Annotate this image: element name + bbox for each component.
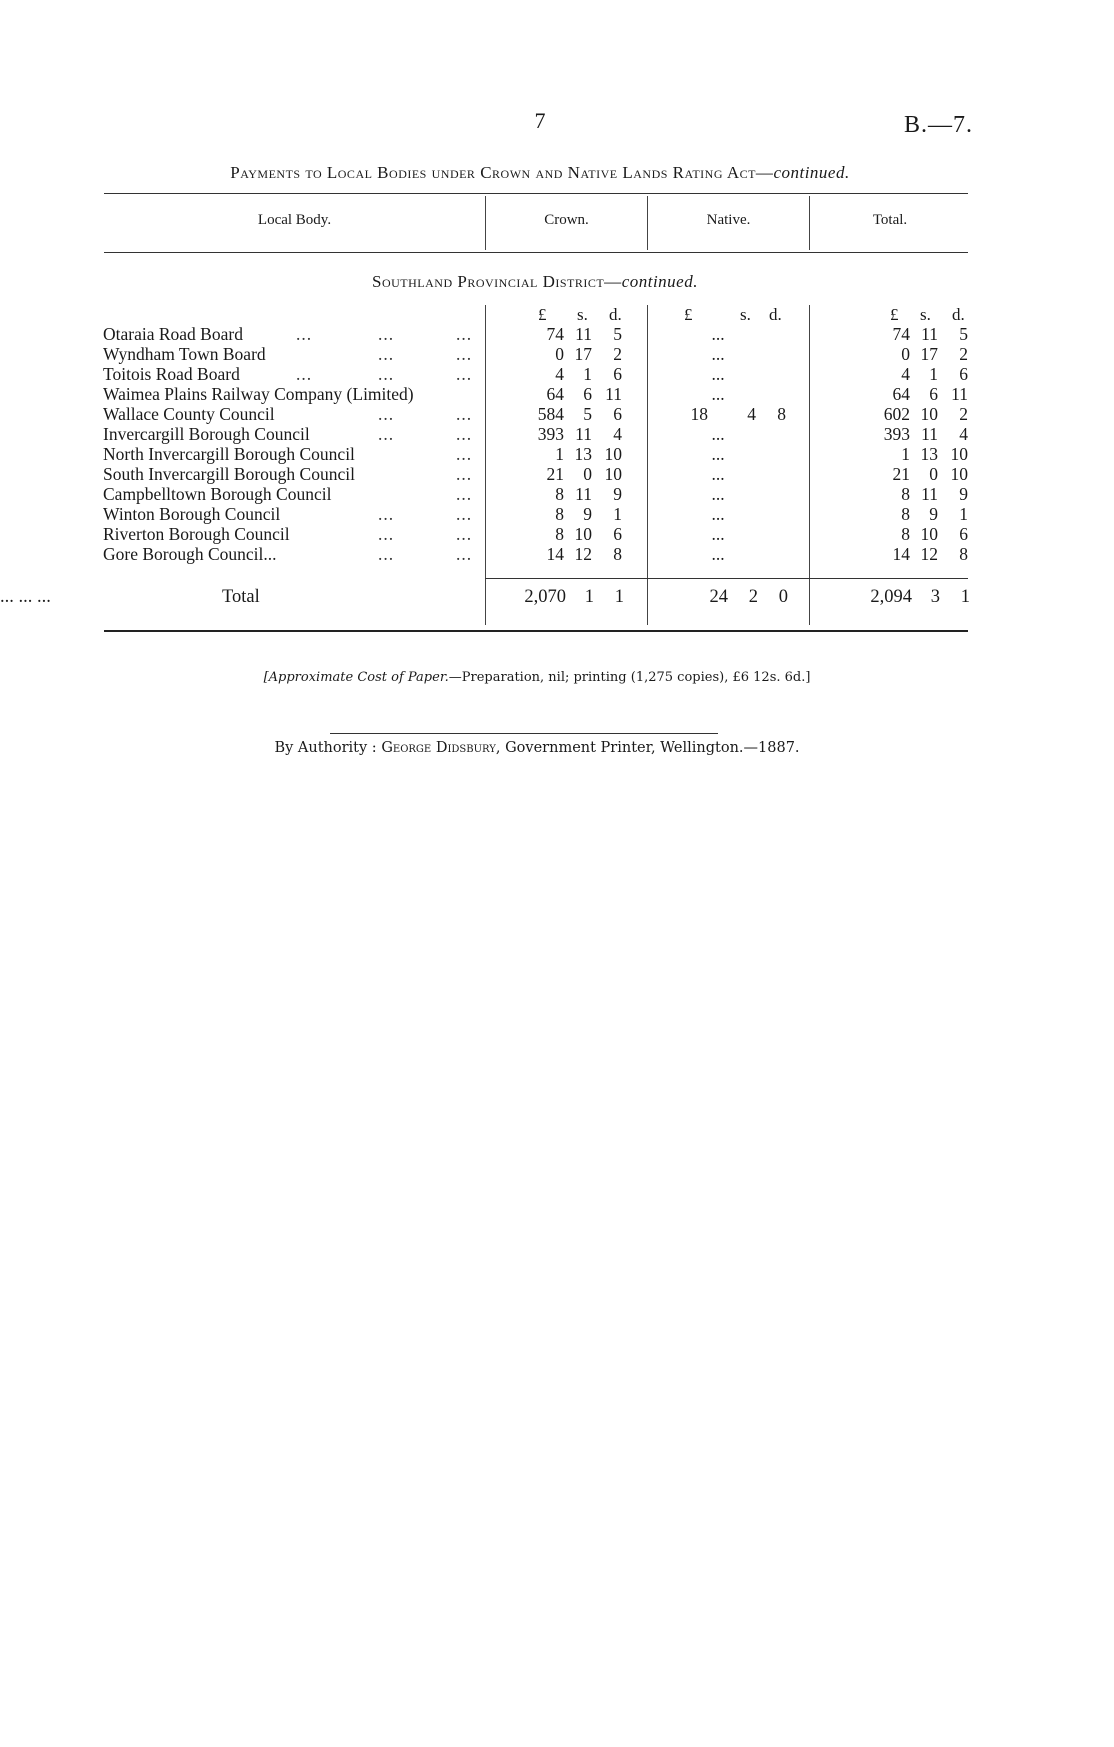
local-body-name: Campbelltown Borough Council <box>103 484 332 504</box>
total-shillings-unit: s. <box>920 305 931 324</box>
crown-pounds: 8 <box>555 484 564 504</box>
total-native-pounds: 24 <box>709 587 728 607</box>
header-bottom-rule <box>104 252 968 253</box>
local-body-name: Gore Borough Council... <box>103 544 277 564</box>
table-row <box>0 324 1114 344</box>
leader-dots: ... <box>456 404 473 424</box>
leader-dots: ... <box>378 544 395 564</box>
leader-dots: ... <box>378 364 395 384</box>
crown-pence-unit: d. <box>609 305 622 324</box>
total-pounds: 74 <box>892 324 910 344</box>
total-top-rule <box>485 578 968 579</box>
local-body-name: Wallace County Council <box>103 404 275 424</box>
leader-dots: ... <box>456 424 473 444</box>
native-pounds: 18 <box>690 404 708 424</box>
leader-dots: ... <box>378 324 395 344</box>
local-body-name: South Invercargill Borough Council <box>103 464 355 484</box>
total-pounds: 602 <box>883 404 910 424</box>
table-row <box>0 444 1114 464</box>
total-pence: 6 <box>959 524 968 544</box>
crown-shillings: 12 <box>574 544 592 564</box>
table-row <box>0 344 1114 364</box>
leader-dots: ... <box>456 464 473 484</box>
cost-footnote <box>0 670 1074 685</box>
total-pounds: 1 <box>901 444 910 464</box>
table-title <box>0 163 1080 183</box>
header-native: Native. <box>706 212 751 228</box>
total-label: Total <box>222 587 260 607</box>
crown-pence: 8 <box>613 544 622 564</box>
total-pence: 4 <box>959 424 968 444</box>
total-pence: 2 <box>959 404 968 424</box>
crown-pounds: 1 <box>555 444 564 464</box>
district-heading <box>0 272 1070 292</box>
crown-shillings: 6 <box>583 384 592 404</box>
total-total-pounds: 2,094 <box>870 587 912 607</box>
total-pence: 10 <box>950 464 968 484</box>
crown-shillings: 9 <box>583 504 592 524</box>
imprint-prefix: By Authority : <box>274 740 377 756</box>
total-pence: 9 <box>959 484 968 504</box>
crown-pounds: 0 <box>555 344 564 364</box>
native-nil: ... <box>711 424 725 444</box>
header-total: Total. <box>872 212 908 228</box>
native-nil: ... <box>711 484 725 504</box>
total-pence: 2 <box>959 344 968 364</box>
local-body-name: Winton Borough Council <box>103 504 281 524</box>
total-shillings: 11 <box>921 484 938 504</box>
leader-dots: ... <box>456 324 473 344</box>
table-title-suffix: continued. <box>773 163 850 182</box>
total-shillings: 13 <box>920 444 938 464</box>
crown-shillings: 10 <box>574 524 592 544</box>
crown-pence: 5 <box>613 324 622 344</box>
crown-pounds: 584 <box>537 404 564 424</box>
cost-footnote-label: [Approximate Cost of Paper. <box>263 670 449 685</box>
imprint-suffix: , Government Printer, Wellington.—1887. <box>495 740 800 756</box>
local-body-name: Toitois Road Board <box>103 364 240 384</box>
total-pounds: 0 <box>901 344 910 364</box>
table-row <box>0 524 1114 544</box>
native-nil: ... <box>711 344 725 364</box>
crown-shillings: 11 <box>575 324 592 344</box>
table-row <box>0 464 1114 484</box>
native-pence-unit: d. <box>769 305 782 324</box>
crown-pounds: 14 <box>546 544 564 564</box>
header-local-body: Local Body. <box>257 212 332 228</box>
native-nil: ... <box>711 324 725 344</box>
crown-shillings: 11 <box>575 484 592 504</box>
local-body-name: Waimea Plains Railway Company (Limited) <box>103 384 414 404</box>
native-nil: ... <box>711 544 725 564</box>
total-shillings: 11 <box>921 324 938 344</box>
crown-pence: 6 <box>613 364 622 384</box>
crown-pence: 4 <box>613 424 622 444</box>
total-pounds: 4 <box>901 364 910 384</box>
native-nil: ... <box>711 444 725 464</box>
native-pence: 8 <box>777 404 786 424</box>
total-crown-pence: 1 <box>614 587 624 607</box>
document-reference: B.—7. <box>904 112 974 138</box>
total-pounds: 8 <box>901 484 910 504</box>
total-shillings: 1 <box>929 364 938 384</box>
local-body-name: Invercargill Borough Council <box>103 424 310 444</box>
leader-dots: ... <box>456 504 473 524</box>
total-pounds: 14 <box>892 544 910 564</box>
native-pounds-unit: £ <box>684 305 693 324</box>
crown-pence: 11 <box>605 384 622 404</box>
crown-shillings: 5 <box>583 404 592 424</box>
leader-dots: ... <box>296 364 313 384</box>
leader-dots: ... <box>378 504 395 524</box>
crown-pence: 6 <box>613 404 622 424</box>
native-nil: ... <box>711 504 725 524</box>
native-nil: ... <box>711 364 725 384</box>
crown-pounds-unit: £ <box>538 305 547 324</box>
local-body-name: Wyndham Town Board <box>103 344 266 364</box>
native-nil: ... <box>711 464 725 484</box>
total-pounds: 8 <box>901 524 910 544</box>
leader-dots: ... <box>456 544 473 564</box>
total-pounds-unit: £ <box>890 305 899 324</box>
imprint-printer: George Didsbury <box>381 740 496 756</box>
table-title-main: Payments to Local Bodies under Crown and Native Lands Rating Act— <box>230 163 774 182</box>
total-pence: 6 <box>959 364 968 384</box>
crown-pence: 10 <box>604 464 622 484</box>
native-shillings-unit: s. <box>740 305 751 324</box>
leader-dots: ... <box>378 404 395 424</box>
leader-dots: ... <box>378 344 395 364</box>
leader-dots: ... <box>378 424 395 444</box>
crown-pounds: 8 <box>555 504 564 524</box>
table-row <box>0 484 1114 504</box>
table-row <box>0 504 1114 524</box>
crown-shillings: 17 <box>574 344 592 364</box>
total-pence: 8 <box>959 544 968 564</box>
total-crown-pounds: 2,070 <box>524 587 566 607</box>
imprint-rule <box>330 733 718 734</box>
crown-shillings: 11 <box>575 424 592 444</box>
total-pence: 10 <box>950 444 968 464</box>
native-nil: ... <box>711 524 725 544</box>
crown-shillings-unit: s. <box>577 305 588 324</box>
total-native-shillings: 2 <box>748 587 758 607</box>
leader-dots: ... <box>456 344 473 364</box>
leader-dots: ... <box>456 364 473 384</box>
total-pence: 11 <box>951 384 968 404</box>
total-shillings: 17 <box>920 344 938 364</box>
crown-shillings: 1 <box>583 364 592 384</box>
native-shillings: 4 <box>747 404 756 424</box>
native-nil: ... <box>711 384 725 404</box>
crown-pounds: 8 <box>555 524 564 544</box>
crown-pounds: 64 <box>546 384 564 404</box>
table-row <box>0 544 1114 564</box>
crown-shillings: 13 <box>574 444 592 464</box>
crown-pence: 6 <box>613 524 622 544</box>
crown-pence: 9 <box>613 484 622 504</box>
total-dots: ... <box>37 587 51 607</box>
table-top-rule <box>104 193 968 194</box>
total-pounds: 64 <box>892 384 910 404</box>
leader-dots: ... <box>456 444 473 464</box>
total-pence: 5 <box>959 324 968 344</box>
crown-pounds: 21 <box>546 464 564 484</box>
total-shillings: 10 <box>920 404 938 424</box>
total-row <box>0 585 1114 609</box>
total-shillings: 9 <box>929 504 938 524</box>
table-bottom-rule <box>104 630 968 632</box>
district-heading-main: Southland Provincial District— <box>372 272 622 291</box>
table-row <box>0 384 1114 404</box>
table-row <box>0 404 1114 424</box>
district-heading-suffix: continued. <box>621 272 698 291</box>
total-pounds: 8 <box>901 504 910 524</box>
local-body-name: Otaraia Road Board <box>103 324 243 344</box>
total-crown-shillings: 1 <box>584 587 594 607</box>
leader-dots: ... <box>296 324 313 344</box>
total-dots: ... <box>0 587 14 607</box>
total-shillings: 11 <box>921 424 938 444</box>
header-crown: Crown. <box>544 212 589 228</box>
total-shillings: 0 <box>929 464 938 484</box>
total-dots: ... <box>18 587 33 607</box>
total-shillings: 6 <box>929 384 938 404</box>
crown-pounds: 4 <box>555 364 564 384</box>
imprint <box>0 740 1074 756</box>
total-shillings: 10 <box>920 524 938 544</box>
crown-pounds: 74 <box>546 324 564 344</box>
total-pence-unit: d. <box>952 305 965 324</box>
total-shillings: 12 <box>920 544 938 564</box>
local-body-name: North Invercargill Borough Council <box>103 444 355 464</box>
total-total-pence: 1 <box>960 587 970 607</box>
table-row <box>0 424 1114 444</box>
leader-dots: ... <box>456 484 473 504</box>
leader-dots: ... <box>456 524 473 544</box>
total-pounds: 21 <box>892 464 910 484</box>
crown-pence: 10 <box>604 444 622 464</box>
total-pounds: 393 <box>883 424 910 444</box>
crown-shillings: 0 <box>583 464 592 484</box>
total-pence: 1 <box>959 504 968 524</box>
page-number: 7 <box>534 108 546 133</box>
table-row <box>0 364 1114 384</box>
crown-pence: 1 <box>613 504 622 524</box>
local-body-name: Riverton Borough Council <box>103 524 290 544</box>
leader-dots: ... <box>378 524 395 544</box>
crown-pounds: 393 <box>537 424 564 444</box>
cost-footnote-text: —Preparation, nil; printing (1,275 copies), £6 12s. 6d.] <box>448 670 811 685</box>
crown-pence: 2 <box>613 344 622 364</box>
total-total-shillings: 3 <box>930 587 940 607</box>
total-native-pence: 0 <box>778 587 788 607</box>
